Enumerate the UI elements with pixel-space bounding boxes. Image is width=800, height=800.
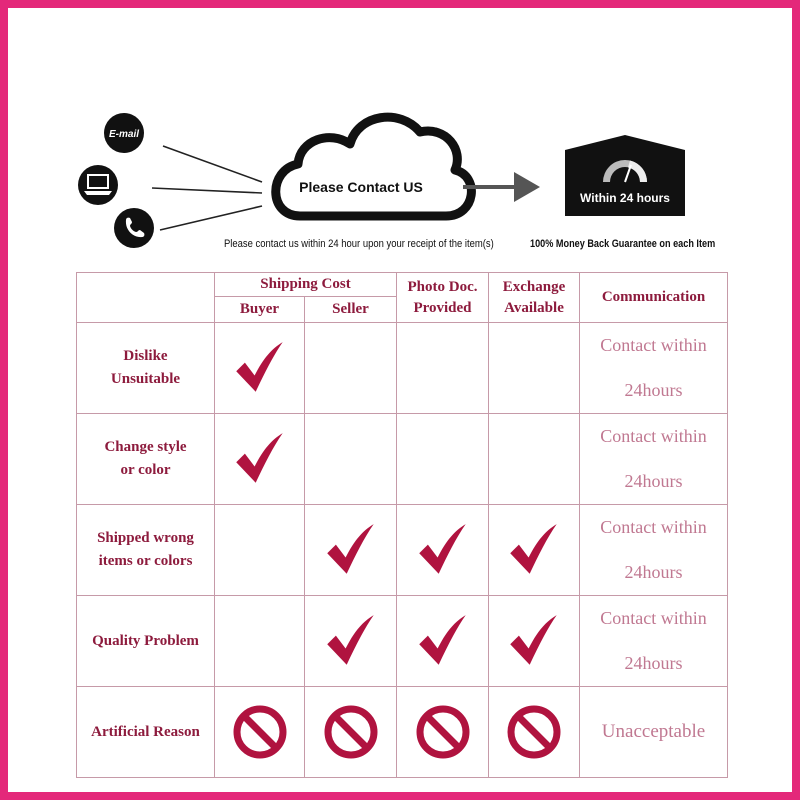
- checkmark-icon: [324, 523, 378, 577]
- header-exchange: Exchange Available: [489, 273, 580, 323]
- cell-buyer: [215, 323, 305, 414]
- checkmark-icon: [507, 614, 561, 668]
- checkmark-icon: [233, 341, 287, 395]
- cell-exchange: [489, 596, 580, 687]
- email-icon: [104, 113, 144, 153]
- row-label: Artificial Reason: [77, 687, 215, 778]
- cloud-label: Please Contact US: [299, 179, 423, 195]
- phone-icon: [114, 208, 154, 248]
- prohibited-icon: [415, 704, 471, 760]
- row-label: Dislike Unsuitable: [77, 323, 215, 414]
- prohibited-icon: [323, 704, 379, 760]
- table-row: [77, 687, 728, 778]
- cell-exchange: [489, 323, 580, 414]
- cell-photo: [397, 596, 489, 687]
- corner-cell: [77, 273, 215, 323]
- cell-seller: [305, 323, 397, 414]
- header-seller: Seller: [305, 297, 397, 323]
- checkmark-icon: [416, 614, 470, 668]
- row-label: Quality Problem: [77, 596, 215, 687]
- cell-communication: Contact within 24hours: [580, 596, 728, 687]
- prohibited-icon: [232, 704, 288, 760]
- row-label: Shipped wrong items or colors: [77, 505, 215, 596]
- table-row: [77, 505, 728, 596]
- cell-communication: Unacceptable: [580, 687, 728, 778]
- header-photo-doc: Photo Doc. Provided: [397, 273, 489, 323]
- cell-buyer: [215, 687, 305, 778]
- cell-exchange: [489, 687, 580, 778]
- header-communication: Communication: [580, 273, 728, 323]
- cell-buyer: [215, 596, 305, 687]
- checkmark-icon: [233, 432, 287, 486]
- cell-communication: Contact within 24hours: [580, 323, 728, 414]
- cell-buyer: [215, 414, 305, 505]
- cloud-shape: [276, 117, 472, 216]
- cell-communication: Contact within 24hours: [580, 414, 728, 505]
- cell-exchange: [489, 414, 580, 505]
- return-policy-table: [76, 272, 728, 778]
- header-buyer: Buyer: [215, 297, 305, 323]
- cell-photo: [397, 323, 489, 414]
- prohibited-icon: [506, 704, 562, 760]
- cell-communication: Contact within 24hours: [580, 505, 728, 596]
- checkmark-icon: [416, 523, 470, 577]
- laptop-icon: [78, 165, 118, 205]
- contact-banner: [0, 0, 800, 270]
- clock-house-icon: [565, 135, 685, 216]
- cell-seller: [305, 687, 397, 778]
- svg-text:E-mail: E-mail: [108, 129, 140, 140]
- cell-exchange: [489, 505, 580, 596]
- caption-left: Please contact us within 24 hour upon your receipt of the item(s): [224, 238, 494, 250]
- table-row: [77, 414, 728, 505]
- header-shipping-cost: Shipping Cost: [215, 273, 397, 297]
- cell-photo: [397, 505, 489, 596]
- cell-seller: [305, 505, 397, 596]
- row-label: Change style or color: [77, 414, 215, 505]
- table-row: [77, 323, 728, 414]
- caption-right: 100% Money Back Guarantee on each Item: [530, 238, 716, 250]
- house-label: Within 24 hours: [580, 191, 670, 205]
- cell-seller: [305, 414, 397, 505]
- cell-seller: [305, 596, 397, 687]
- checkmark-icon: [324, 614, 378, 668]
- table-row: [77, 596, 728, 687]
- cell-buyer: [215, 505, 305, 596]
- checkmark-icon: [507, 523, 561, 577]
- cell-photo: [397, 687, 489, 778]
- cell-photo: [397, 414, 489, 505]
